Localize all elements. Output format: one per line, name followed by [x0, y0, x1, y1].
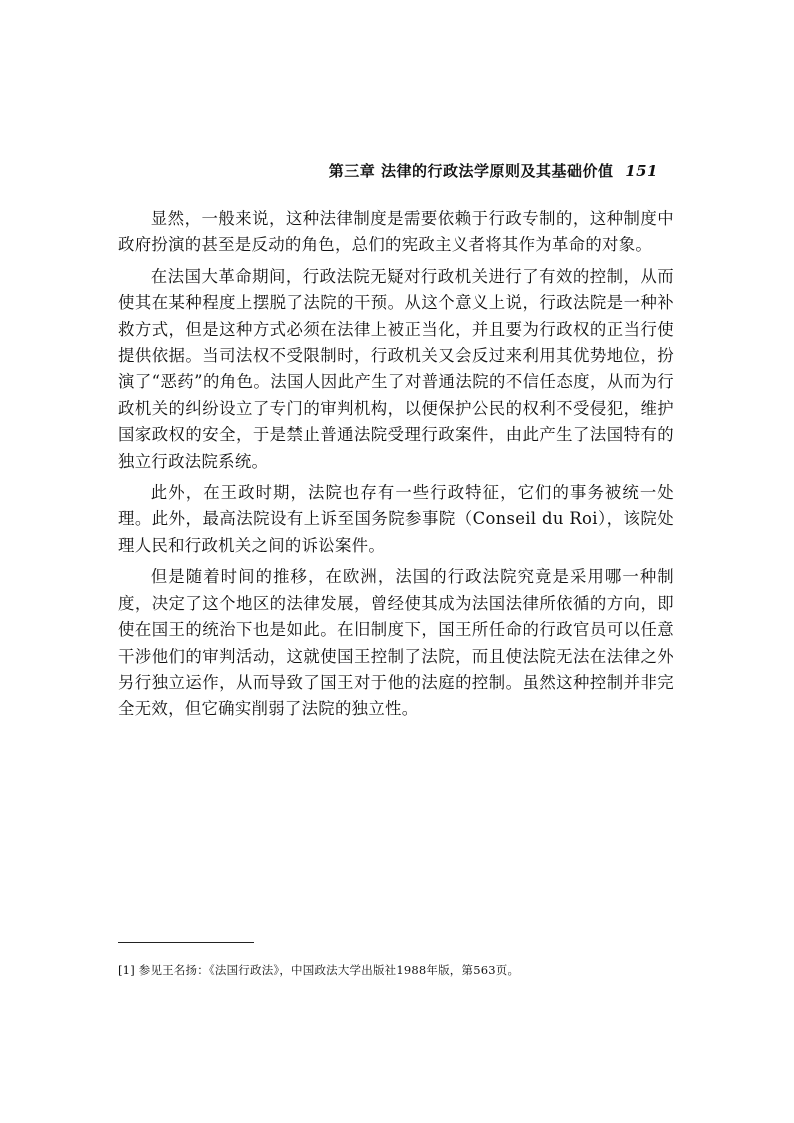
body-text — [118, 206, 674, 728]
page-number: 151 — [625, 162, 658, 180]
paragraph: 显然，一般来说，这种法律制度是需要依赖于行政专制的，这种制度中政府扮演的甚至是反动的角色，总们的宪政主义者将其作为革命的对象。 — [118, 209, 674, 255]
footnote-separator — [118, 942, 254, 943]
running-head-title: 第三章 法律的行政法学原则及其基础价值 — [328, 162, 614, 180]
paragraph: 但是随着时间的推移，在欧洲，法国的行政法院究竟是采用哪一种制度，决定了这个地区的法律发展，曾经使其成为法国法律所依循的方向，即使在国王的统治下也是如此。在旧制度下，国王所任命的行政官员可以任意干涉他们的审判活动，这就使国王控制了法院，而且使法院无法在法律之外另行独立运作，从而导致了国王对于他的法庭的控制。虽然这种控制并非完全无效，但它确实削弱了法院的独立性。 — [118, 567, 674, 719]
running-head — [288, 160, 658, 181]
footnote: [1] 参见王名扬：《法国行政法》，中国政法大学出版社1988年版，第563页。 — [118, 963, 520, 977]
paragraph: 此外，在王政时期，法院也存有一些行政特征，它们的事务被统一处理。此外，最高法院设有上诉至国务院参事院（Conseil du Roi），该院处理人民和行政机关之间的诉讼案件。 — [118, 483, 674, 555]
paragraph: 在法国大革命期间，行政法院无疑对行政机关进行了有效的控制，从而使其在某种程度上摆脱了法院的干预。从这个意义上说，行政法院是一种补救方式，但是这种方式必须在法律上被正当化，并且要为行政权的正当行使提供依据。当司法权不受限制时，行政机关又会反过来利用其优势地位，扮演了“恶药”的角色。法国人因此产生了对普通法院的不信任态度，从而为行政机关的纠纷设立了专门的审判机构，以便保护公民的权利不受侵犯，维护国家政权的安全，于是禁止普通法院受理行政案件，由此产生了法国特有的独立行政法院系统。 — [118, 266, 674, 471]
